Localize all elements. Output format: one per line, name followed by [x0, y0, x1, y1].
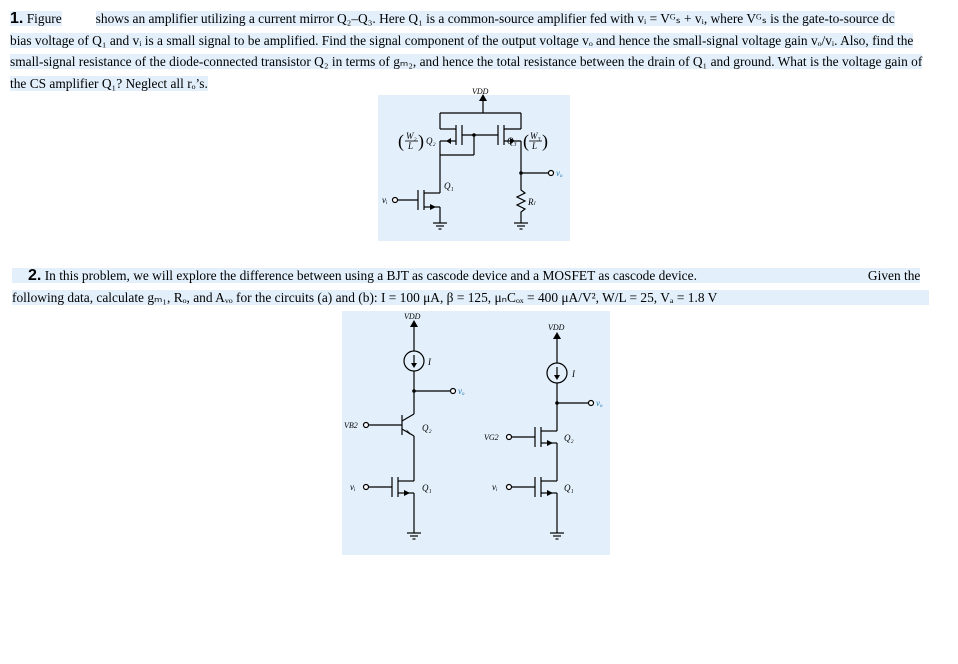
fig2a-vdd-label: VDD: [404, 312, 421, 321]
fig1-q1-label: Q₁: [444, 181, 454, 191]
fig2b-i-label: I: [572, 369, 575, 379]
problem-1-line-1: [10, 11, 62, 26]
fig1-vdd-label: VDD: [472, 87, 489, 96]
fig1-q3-label: Q₃: [507, 136, 517, 146]
fig1-vi-label: vᵢ: [382, 195, 388, 205]
fig1-q2-label: Q₂: [426, 136, 436, 146]
figure-word: Figure: [26, 11, 62, 26]
fig2a-vb2-label: VB2: [344, 421, 358, 430]
problem-1-line-4: the CS amplifier Q₁? Neglect all rₒ’s.: [10, 75, 208, 91]
fig1-rl-label: Rₗ: [528, 197, 535, 207]
figure-1-circuit: [378, 87, 570, 241]
fig2a-i-label: I: [428, 357, 431, 367]
fig1-paren-close-3: ): [542, 131, 548, 151]
fig2a-vo-label: vₒ: [458, 386, 465, 396]
fig2a-vi-label: vᵢ: [350, 482, 356, 492]
fig2b-vo-label: vₒ: [596, 398, 603, 408]
problem-2-line-1-text: In this problem, we will explore the difference between using a BJT as cascode device and a MOSFET as cascode device.: [44, 268, 697, 283]
fig2b-vg2-label: VG2: [484, 433, 499, 442]
problem-2-text: [12, 265, 947, 309]
fig1-paren-open-3: (: [523, 131, 529, 151]
fig1-l3-label: L: [532, 141, 538, 151]
problem-2-number: 2.: [28, 267, 42, 284]
problem-1-text: [10, 8, 948, 94]
fig2a-q2-label: Q₂: [422, 423, 432, 433]
problem-2-line-1: [12, 268, 920, 283]
figure-2-circuits: [342, 311, 610, 555]
fig1-l2-label: L: [408, 141, 414, 151]
fig1-vo-label: vₒ: [556, 168, 563, 178]
fig2b-vdd-label: VDD: [548, 323, 565, 332]
problem-1-line-3: small-signal resistance of the diode-connected transistor Q₂ in terms of gₘ₂, and hence the total resistance between the drain of Q₁ and ground. What is the voltage gain of: [10, 54, 923, 69]
fig1-w3-label: W₃: [530, 131, 541, 141]
fig2b-vi-label: vᵢ: [492, 482, 498, 492]
fig2b-q2-label: Q₂: [564, 433, 574, 443]
fig2b-q1-label: Q₁: [564, 483, 574, 493]
fig1-paren-open-2: (: [398, 131, 404, 151]
problem-1-line-2: bias voltage of Q₁ and vᵢ is a small signal to be amplified. Find the signal component of the output voltage vₒ and hence the small-signal voltage gain vₒ/vᵢ. Also, find the: [10, 32, 914, 48]
fig1-w2-label: W₂: [406, 131, 417, 141]
problem-1-number: 1.: [10, 10, 24, 27]
fig2a-q1-label: Q₁: [422, 483, 432, 493]
fig1-paren-close-2: ): [418, 131, 424, 151]
problem-2-given: Given the: [867, 268, 921, 283]
problem-1-line-1-cont: shows an amplifier utilizing a current mirror Q₂–Q₃. Here Q₁ is a common-source amplifier fed with vᵢ = Vᴳₛ + vᵢ, where Vᴳₛ is the gate-to-source dc: [95, 11, 895, 26]
problem-2-line-2: following data, calculate gₘ₁, Rₒ, and Aᵥₒ for the circuits (a) and (b): I = 100 μA, β = 125, μₙCₒₓ = 400 μA/V², W/L = 25, Vₐ = 1.8 V: [12, 290, 929, 305]
